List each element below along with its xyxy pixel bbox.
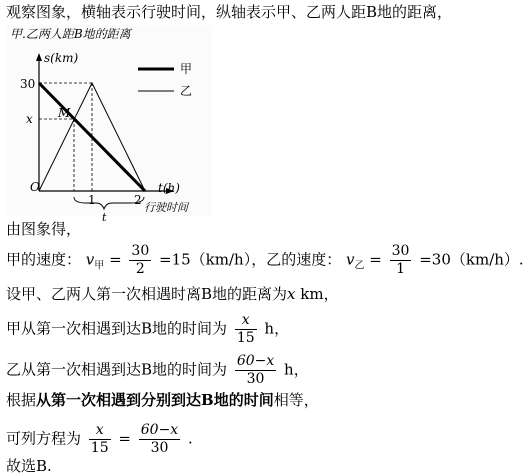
yi-time-num: 60−x	[236, 353, 275, 369]
x-tick-1: 1	[88, 193, 96, 207]
intro-text: 观察图象，横轴表示行驶时间，纵轴表示甲、乙两人距B地的距离，	[6, 3, 453, 21]
x-variable: x	[287, 285, 296, 303]
x-axis-label: t(h)	[158, 181, 180, 195]
assume-line	[6, 284, 339, 304]
jia-time-den: 15	[236, 330, 255, 346]
equation-line	[6, 422, 193, 457]
assume-text: 设甲、乙两人第一次相遇时离B地的距离为	[6, 285, 288, 303]
speed-yi-result: =30（km/h）.	[419, 250, 524, 269]
graph-svg	[6, 25, 212, 224]
yi-time-unit: h，	[284, 360, 309, 379]
legend-jia-label: 甲	[180, 62, 193, 76]
legend-yi-label: 乙	[180, 84, 193, 98]
speed-jia-fraction	[129, 243, 151, 278]
speed-jia-result: =15（km/h），乙的速度：	[159, 250, 342, 269]
equation-right-den: 30	[150, 440, 169, 456]
answer-text: 故选B.	[6, 457, 52, 475]
origin-label: O	[30, 180, 40, 194]
equation-right-num: 60−x	[140, 422, 179, 438]
yi-time-den: 30	[246, 371, 265, 387]
jia-time-unit: h，	[264, 319, 290, 338]
x-axis-note: 行驶时间	[144, 201, 188, 214]
y-axis-label: s(km)	[44, 51, 79, 65]
speed-prefix: 甲的速度：	[6, 250, 82, 269]
y-tick-30: 30	[20, 77, 36, 91]
jia-time-line	[6, 312, 289, 347]
graph-handwritten-title: 甲.乙两人距B地的距离	[10, 27, 131, 41]
x-tick-2: 2	[134, 193, 142, 207]
equation-right-fraction	[139, 422, 180, 457]
equal-line	[6, 390, 319, 410]
equal-prefix: 根据	[6, 391, 37, 409]
speed-jia-num: 30	[131, 243, 150, 259]
yi-time-prefix: 乙从第一次相遇到达B地的时间为	[6, 360, 228, 379]
speed-yi-num: 30	[391, 243, 410, 259]
equation-left-fraction	[89, 422, 111, 457]
equation-eq: =	[118, 429, 131, 448]
speed-jia-den: 2	[135, 261, 145, 277]
speed-yi-den: 1	[396, 261, 405, 277]
speed-yi-fraction	[390, 243, 412, 278]
equal-suffix: 相等，	[273, 391, 319, 409]
yi-time-fraction	[235, 353, 276, 388]
equation-prefix: 可列方程为	[6, 429, 82, 448]
equal-bold: 从第一次相遇到分别到达B地的时间	[36, 391, 274, 409]
jia-time-fraction	[235, 312, 257, 347]
v-yi-sub: 乙	[354, 260, 365, 272]
y-axis-arrow	[36, 53, 42, 61]
speed-line	[6, 243, 524, 278]
jia-time-prefix: 甲从第一次相遇到达B地的时间为	[6, 319, 228, 338]
v-jia-sub: 甲	[94, 260, 105, 272]
yi-time-line	[6, 353, 309, 388]
y-tick-x: x	[26, 112, 33, 126]
eq-sign: =	[109, 250, 122, 269]
eq-sign-2: =	[369, 250, 382, 269]
jia-time-num: x	[235, 312, 257, 330]
brace-label: t	[102, 211, 107, 224]
v-jia: v	[85, 250, 95, 269]
equation-end: .	[188, 429, 193, 448]
v-yi: v	[346, 250, 355, 269]
from-graph-text: 由图象得，	[6, 220, 82, 238]
meeting-point-label: M	[58, 106, 71, 120]
equation-left-den: 15	[90, 440, 109, 456]
assume-unit: km，	[295, 285, 339, 303]
equation-left-num: x	[89, 422, 111, 440]
distance-time-graph	[6, 25, 212, 224]
